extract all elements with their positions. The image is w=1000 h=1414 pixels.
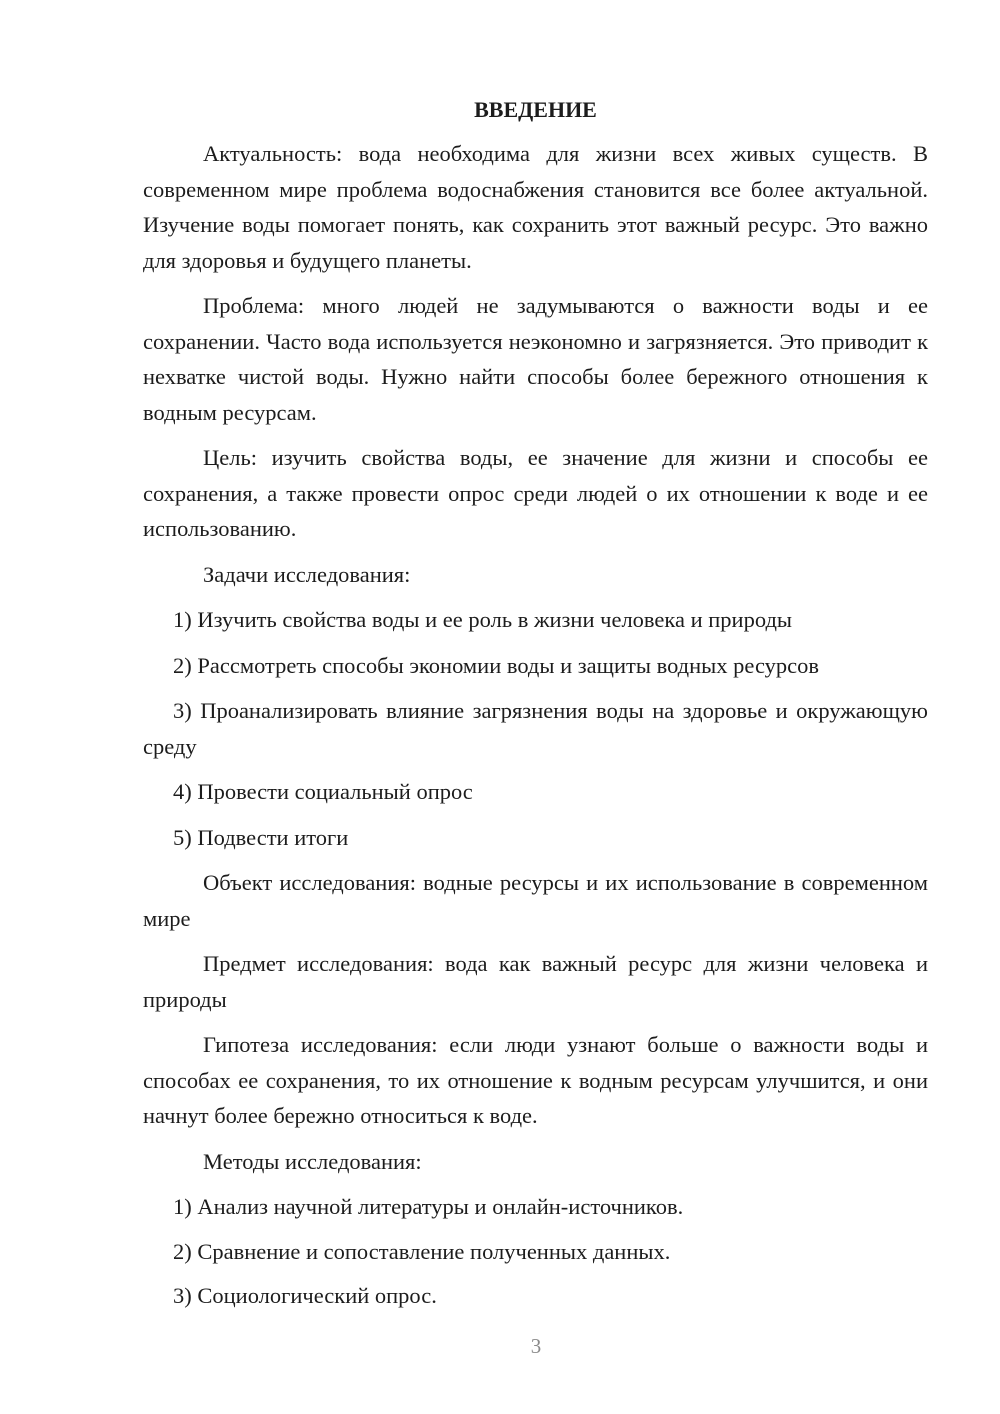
section-title: ВВЕДЕНИЕ [474, 97, 597, 122]
task-item-1: 1) Изучить свойства воды и ее роль в жизни человека и природы [173, 607, 793, 632]
goal-paragraph: Цель: изучить свойства воды, ее значение для жизни и способы ее сохранения, а также провести опрос среди людей о их отношении к воде и ее использованию. [143, 445, 928, 541]
method-item-1: 1) Анализ научной литературы и онлайн-источников. [173, 1194, 684, 1219]
methods-heading: Методы исследования: [203, 1148, 422, 1174]
problem-paragraph: Проблема: много людей не задумываются о важности воды и ее сохранении. Часто вода используется неэкономно и загрязняется. Это приводит к нехватке чистой воды. Нужно найти способы более бережного отношения к водным ресурсам. [143, 293, 928, 425]
method-item-2: 2) Сравнение и сопоставление полученных данных. [173, 1238, 671, 1264]
subject-paragraph: Предмет исследования: вода как важный ресурс для жизни человека и природы [143, 951, 928, 1012]
tasks-heading: Задачи исследования: [203, 561, 411, 587]
relevance-paragraph: Актуальность: вода необходима для жизни всех живых существ. В современном мире проблема водоснабжения становится все более актуальной. Изучение воды помогает понять, как сохранить этот важный ресурс. Это важно для здоровья и будущего планеты. [143, 141, 928, 273]
document-page [143, 92, 928, 1323]
method-item-3: 3) Социологический опрос. [173, 1283, 437, 1308]
task-item-4: 4) Провести социальный опрос [173, 779, 473, 804]
page-number: 3 [530, 1334, 542, 1358]
task-item-3: 3) Проанализировать влияние загрязнения воды на здоровье и окружающую среду [143, 698, 928, 759]
task-item-2: 2) Рассмотреть способы экономии воды и защиты водных ресурсов [173, 652, 820, 678]
object-paragraph: Объект исследования: водные ресурсы и их использование в современном мире [143, 870, 928, 931]
hypothesis-paragraph: Гипотеза исследования: если люди узнают больше о важности воды и способах ее сохранения, то их отношение к водным ресурсам улучшится, и они начнут более бережно относиться к воде. [143, 1032, 928, 1128]
task-item-5: 5) Подвести итоги [173, 824, 349, 850]
